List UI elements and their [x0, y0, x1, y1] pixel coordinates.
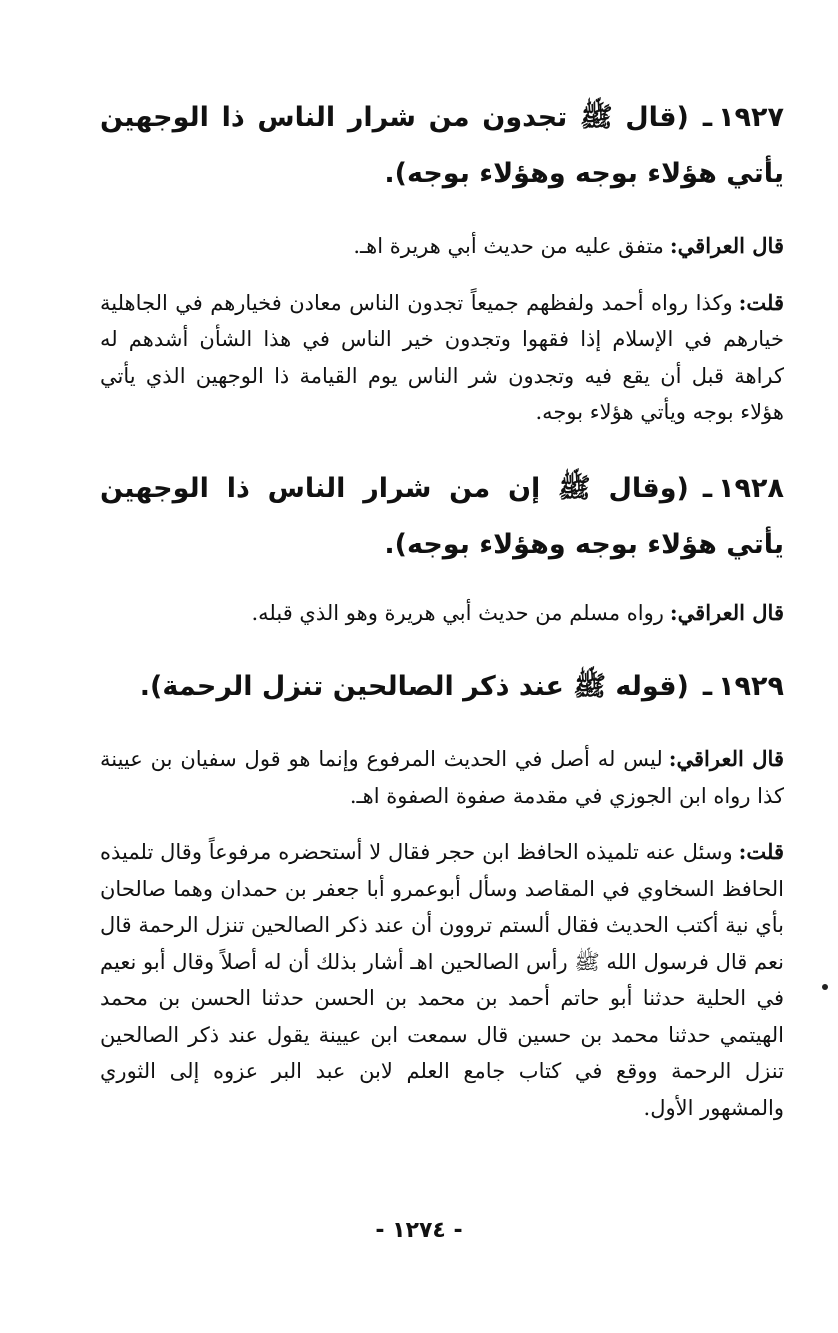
commentary-text: ليس له أصل في الحديث المرفوع وإنما هو قول سفيان بن عيينة كذا رواه ابن الجوزي في مقدمة صفوة الصفوة اهـ. — [100, 747, 784, 808]
hadith-number: ١٩٢٩ — [718, 671, 784, 702]
commentary-label: قلت: — [738, 839, 785, 864]
commentary-label: قال العراقي: — [669, 599, 784, 625]
commentary-label: قال العراقي: — [669, 233, 784, 258]
commentary-label: قال العراقي: — [668, 746, 784, 771]
hadith-text: (قوله ﷺ عند ذكر الصالحين تنزل الرحمة). — [139, 671, 689, 702]
commentary-text: رواه مسلم من حديث أبي هريرة وهو الذي قبله. — [251, 600, 664, 625]
hadith-heading-1927 — [100, 90, 784, 202]
commentary-paragraph — [100, 741, 784, 814]
commentary-text: وسئل عنه تلميذه الحافظ ابن حجر فقال لا أستحضره مرفوعاً وقال تلميذه الحافظ السخاوي في المقاصد وسأل أبوعمرو أبا جعفر بن حمدان وهما صالحان بأي نية أكتب الحديث فقال ألستم تروون أن عند ذكر الصالحين تنزل الرحمة قال نعم قال فرسول الله ﷺ رأس الصالحين اهـ أشار بذلك أن له أصلاً وقال أبو نعيم في الحلية حدثنا أبو حاتم أحمد بن محمد بن الحسن حدثنا الحسن بن محمد الهيتمي حدثنا محمد بن حسين قال سمعت ابن عيينة يقول عند ذكر الصالحين تنزل الرحمة ووقع في كتاب جامع العلم لابن عبد البر عزوه إلى الثوري والمشهور الأول. — [100, 840, 784, 1120]
hadith-text: (وقال ﷺ إن من شرار الناس ذا الوجهين يأتي هؤلاء بوجه وهؤلاء بوجه). — [100, 472, 784, 560]
hadith-number: ١٩٢٧ — [718, 102, 784, 133]
number-dash: ـ — [702, 102, 713, 133]
hadith-heading-1928 — [100, 461, 784, 573]
number-dash: ـ — [702, 472, 713, 504]
commentary-paragraph — [100, 285, 784, 431]
commentary-paragraph — [100, 228, 784, 265]
commentary-label: قلت: — [738, 289, 784, 315]
commentary-text: وكذا رواه أحمد ولفظهم جميعاً تجدون الناس معادن فخيارهم في الجاهلية خيارهم في الإسلام إذا فقهوا وتجدون خير الناس في هذا الشأن أشدهم له كراهة قبل أن يقع فيه وتجدون شر الناس يوم القيامة ذا الوجهين الذي يأتي هؤلاء بوجه ويأتي هؤلاء بوجه. — [100, 290, 784, 424]
number-dash: ـ — [702, 671, 713, 702]
commentary-paragraph — [100, 834, 784, 1126]
page-number: - ١٢٧٤ - — [375, 1218, 463, 1243]
scan-mark-dot — [822, 984, 828, 990]
hadith-number: ١٩٢٨ — [718, 472, 784, 504]
hadith-text: (قال ﷺ تجدون من شرار الناس ذا الوجهين يأتي هؤلاء بوجه وهؤلاء بوجه). — [100, 102, 784, 189]
commentary-paragraph — [100, 595, 784, 632]
commentary-text: متفق عليه من حديث أبي هريرة اهـ. — [353, 234, 664, 258]
hadith-heading-1929 — [100, 659, 784, 715]
book-page-body — [100, 90, 784, 1126]
